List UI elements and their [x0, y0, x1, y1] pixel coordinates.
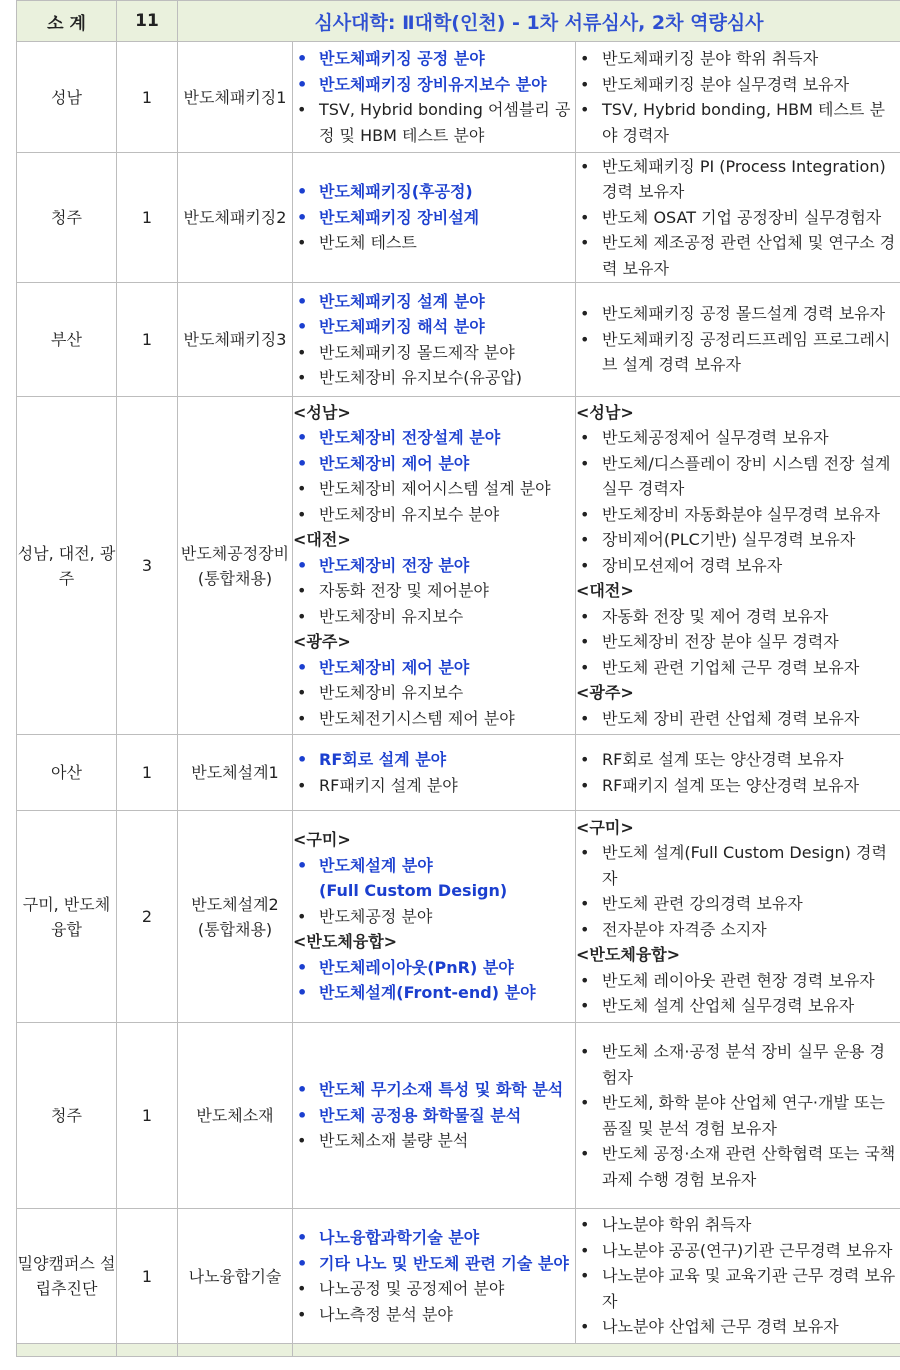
requirement-item: • RF패키지 설계 또는 양산경력 보유자 [576, 773, 900, 799]
field-item: • 반도체장비 유지보수 [293, 604, 575, 630]
requirement-item: • 반도체, 화학 분야 산업체 연구·개발 또는 품질 및 분석 경험 보유자 [576, 1090, 900, 1141]
requirement-item: • 반도체 장비 관련 산업체 경력 보유자 [576, 706, 900, 732]
field-cell [293, 153, 576, 283]
field-item: • 반도체패키징 공정 분야 [293, 46, 575, 72]
requirement-item: • 반도체장비 자동화분야 실무경력 보유자 [576, 502, 900, 528]
field-list [293, 179, 575, 256]
footer-cell [178, 1344, 293, 1357]
requirement-item: • 반도체공정제어 실무경력 보유자 [576, 425, 900, 451]
requirement-cell [576, 1023, 900, 1209]
field-item: • 반도체장비 제어 분야 [293, 655, 575, 681]
requirement-item: • 반도체 공정·소재 관련 산학협력 또는 국책과제 수행 경험 보유자 [576, 1141, 900, 1192]
table-row [17, 283, 900, 397]
requirement-item: • 반도체 관련 기업체 근무 경력 보유자 [576, 655, 900, 681]
requirement-item: • 반도체 OSAT 기업 공정장비 실무경험자 [576, 205, 900, 231]
field-group-title: <반도체융합> [293, 932, 398, 952]
requirement-list [576, 301, 900, 378]
job-cell: 반도체소재 [178, 1023, 293, 1209]
field-list [293, 853, 575, 930]
job-cell: 반도체설계2 (통합채용) [178, 811, 293, 1023]
field-item: • 반도체패키징 해석 분야 [293, 314, 575, 340]
location-cell: 구미, 반도체융합 [17, 811, 117, 1023]
headcount-cell: 1 [117, 1209, 178, 1344]
header-subtotal-count: 11 [117, 1, 178, 42]
requirement-list [576, 747, 900, 798]
requirement-item: • 반도체 레이아웃 관련 현장 경력 보유자 [576, 968, 900, 994]
requirement-list [576, 604, 900, 681]
header-row [17, 1, 900, 42]
requirement-cell [576, 153, 900, 283]
requirement-item: • 전자분야 자격증 소지자 [576, 917, 900, 943]
headcount-cell: 3 [117, 397, 178, 735]
field-cell [293, 397, 576, 735]
requirement-group-title: <광주> [576, 683, 634, 703]
job-cell: 반도체공정장비 (통합채용) [178, 397, 293, 735]
field-item: • 반도체레이아웃(PnR) 분야 [293, 955, 575, 981]
field-item: • 반도체 테스트 [293, 230, 575, 256]
field-item: • RF회로 설계 분야 [293, 747, 575, 773]
field-list [293, 655, 575, 732]
requirement-cell [576, 283, 900, 397]
location-cell: 성남, 대전, 광주 [17, 397, 117, 735]
requirement-group-title: <반도체융합> [576, 945, 681, 964]
footer-cell [117, 1344, 178, 1357]
field-item: • 반도체패키징 장비설계 [293, 205, 575, 231]
field-item: • 반도체장비 제어시스템 설계 분야 [293, 476, 575, 502]
field-item: • 반도체패키징 설계 분야 [293, 289, 575, 315]
field-item: • 반도체장비 전장 분야 [293, 553, 575, 579]
requirement-item: • TSV, Hybrid bonding, HBM 테스트 분야 경력자 [576, 97, 900, 148]
requirement-cell [576, 42, 900, 153]
field-item: • 반도체설계 분야 [293, 853, 575, 879]
requirement-item: • 반도체 설계 산업체 실무경력 보유자 [576, 993, 900, 1019]
requirement-item: • 반도체 제조공정 관련 산업체 및 연구소 경력 보유자 [576, 230, 900, 281]
requirement-item: • 반도체 관련 강의경력 보유자 [576, 891, 900, 917]
job-cell: 반도체패키징2 [178, 153, 293, 283]
header-title: 심사대학: Ⅱ대학(인천) - 1차 서류심사, 2차 역량심사 [178, 1, 900, 42]
field-list [293, 955, 575, 1006]
requirement-item: • RF회로 설계 또는 양산경력 보유자 [576, 747, 900, 773]
requirement-item: • 나노분야 학위 취득자 [576, 1212, 900, 1238]
location-cell: 청주 [17, 153, 117, 283]
footer-row [17, 1344, 900, 1357]
requirement-list [576, 154, 900, 282]
field-item: (Full Custom Design) [319, 881, 508, 901]
job-cell: 반도체패키징1 [178, 42, 293, 153]
field-cell [293, 735, 576, 811]
field-item: • 반도체장비 제어 분야 [293, 451, 575, 477]
requirement-list [576, 840, 900, 942]
requirement-item: • 반도체패키징 분야 실무경력 보유자 [576, 72, 900, 98]
field-list [293, 1225, 575, 1327]
requirement-cell [576, 811, 900, 1023]
field-cell [293, 283, 576, 397]
field-item: • 반도체장비 전장설계 분야 [293, 425, 575, 451]
field-group-title: <성남> [293, 402, 351, 422]
field-list [293, 46, 575, 148]
field-item: • 나노융합과학기술 분야 [293, 1225, 575, 1251]
requirement-group-title: <대전> [576, 581, 634, 601]
field-cell [293, 1023, 576, 1209]
requirement-item: • 반도체 설계(Full Custom Design) 경력자 [576, 840, 900, 891]
requirement-group-title: <구미> [576, 817, 634, 837]
field-list [293, 553, 575, 630]
field-item: • TSV, Hybrid bonding 어셈블리 공정 및 HBM 테스트 분야 [293, 97, 575, 148]
field-item: • 자동화 전장 및 제어분야 [293, 578, 575, 604]
requirement-cell [576, 397, 900, 735]
field-cell [293, 1209, 576, 1344]
field-item: • 기타 나노 및 반도체 관련 기술 분야 [293, 1251, 575, 1277]
requirement-item: • 자동화 전장 및 제어 경력 보유자 [576, 604, 900, 630]
requirement-item: • 나노분야 산업체 근무 경력 보유자 [576, 1314, 900, 1340]
field-item: • 반도체패키징 몰드제작 분야 [293, 340, 575, 366]
requirement-item: • 반도체/디스플레이 장비 시스템 전장 설계 실무 경력자 [576, 451, 900, 502]
job-cell: 반도체설계1 [178, 735, 293, 811]
requirement-item: • 장비모션제어 경력 보유자 [576, 553, 900, 579]
requirement-list [576, 1212, 900, 1340]
header-subtotal-label: 소 계 [17, 1, 117, 42]
location-cell: 청주 [17, 1023, 117, 1209]
requirement-item: • 장비제어(PLC기반) 실무경력 보유자 [576, 527, 900, 553]
requirement-list [576, 706, 900, 732]
footer-cell [17, 1344, 117, 1357]
table-row [17, 153, 900, 283]
footer-cell [293, 1344, 900, 1357]
recruitment-table [16, 0, 900, 1357]
field-item: • 반도체장비 유지보수(유공압) [293, 365, 575, 391]
field-item: • 반도체장비 유지보수 [293, 680, 575, 706]
headcount-cell: 1 [117, 283, 178, 397]
field-item: • 반도체 무기소재 특성 및 화학 분석 [293, 1077, 575, 1103]
requirement-item: • 반도체패키징 PI (Process Integration) 경력 보유자 [576, 154, 900, 205]
location-cell: 아산 [17, 735, 117, 811]
headcount-cell: 1 [117, 153, 178, 283]
field-cell [293, 811, 576, 1023]
field-list [293, 425, 575, 527]
field-group-title: <대전> [293, 530, 351, 550]
table-row [17, 397, 900, 735]
field-list [293, 747, 575, 798]
field-item: • 반도체패키징(후공정) [293, 179, 575, 205]
requirement-item: • 반도체패키징 분야 학위 취득자 [576, 46, 900, 72]
table-row [17, 735, 900, 811]
field-group-title: <광주> [293, 632, 351, 652]
requirement-item: • 반도체패키징 공정 몰드설계 경력 보유자 [576, 301, 900, 327]
requirement-list [576, 1039, 900, 1192]
field-list [293, 289, 575, 391]
requirement-cell [576, 1209, 900, 1344]
requirement-cell [576, 735, 900, 811]
field-item: • 반도체설계(Front-end) 분야 [293, 980, 575, 1006]
field-list [293, 1077, 575, 1154]
field-item: • 반도체공정 분야 [293, 904, 575, 930]
location-cell: 성남 [17, 42, 117, 153]
table-row [17, 42, 900, 153]
requirement-list [576, 46, 900, 148]
field-item: • 반도체소재 불량 분석 [293, 1128, 575, 1154]
headcount-cell: 1 [117, 1023, 178, 1209]
field-item: • 반도체패키징 장비유지보수 분야 [293, 72, 575, 98]
field-cell [293, 42, 576, 153]
location-cell: 부산 [17, 283, 117, 397]
requirement-item: • 나노분야 교육 및 교육기관 근무 경력 보유자 [576, 1263, 900, 1314]
field-item: • 반도체전기시스템 제어 분야 [293, 706, 575, 732]
requirement-list [576, 968, 900, 1019]
field-item: • 반도체 공정용 화학물질 분석 [293, 1103, 575, 1129]
field-item: • 반도체장비 유지보수 분야 [293, 502, 575, 528]
field-item: • 나노측정 분석 분야 [293, 1302, 575, 1328]
headcount-cell: 1 [117, 42, 178, 153]
location-cell: 밀양캠퍼스 설립추진단 [17, 1209, 117, 1344]
requirement-item: • 나노분야 공공(연구)기관 근무경력 보유자 [576, 1238, 900, 1264]
headcount-cell: 2 [117, 811, 178, 1023]
requirement-group-title: <성남> [576, 402, 634, 422]
requirement-list [576, 425, 900, 578]
requirement-item: • 반도체장비 전장 분야 실무 경력자 [576, 629, 900, 655]
requirement-item: • 반도체 소재·공정 분석 장비 실무 운용 경험자 [576, 1039, 900, 1090]
field-item: • 나노공정 및 공정제어 분야 [293, 1276, 575, 1302]
requirement-item: • 반도체패키징 공정리드프레임 프로그레시브 설계 경력 보유자 [576, 327, 900, 378]
job-cell: 반도체패키징3 [178, 283, 293, 397]
field-item: • RF패키지 설계 분야 [293, 773, 575, 799]
table-row [17, 1023, 900, 1209]
job-cell: 나노융합기술 [178, 1209, 293, 1344]
table-row [17, 811, 900, 1023]
headcount-cell: 1 [117, 735, 178, 811]
field-group-title: <구미> [293, 830, 351, 850]
table-row [17, 1209, 900, 1344]
